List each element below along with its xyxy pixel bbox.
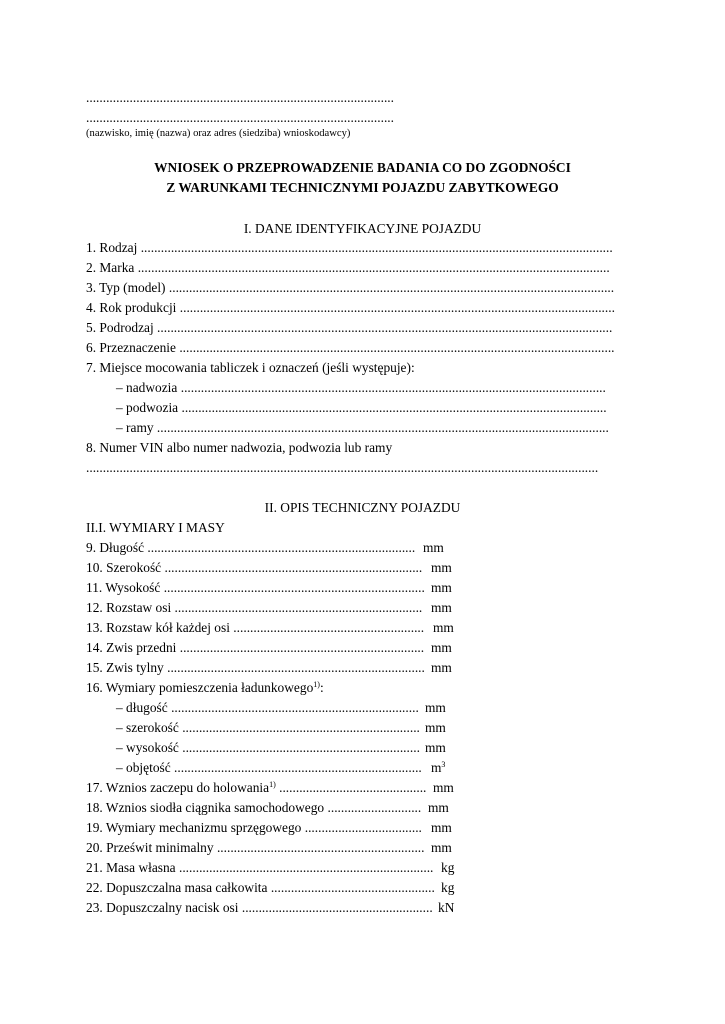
- field-masa-wlasna: [86, 860, 433, 876]
- unit-label: mm: [431, 560, 452, 575]
- section-2-heading: II. OPIS TECHNICZNY POJAZDU: [264, 500, 461, 515]
- dot-leader: .................................................: [270, 880, 435, 895]
- field-label: 22. Dopuszczalna masa całkowita: [86, 880, 268, 895]
- field-rok-produkcji: 4. Rok produkcji ..................................................................................................................................: [86, 300, 615, 315]
- section-1-heading: I. DANE IDENTYFIKACYJNE POJAZDU: [243, 221, 482, 236]
- applicant-line-1: ............................................................................................: [86, 90, 394, 105]
- field-numer-vin-value: .........................................................................................................................................................: [86, 460, 599, 475]
- field-dopuszczalna-masa: [86, 880, 435, 896]
- field-miejsce-mocowania: 7. Miejsce mocowania tabliczek i oznaczeń (jeśli występuje):: [86, 360, 415, 375]
- field-podwozia: – podwozia ...............................................................................................................................: [116, 400, 607, 415]
- field-pomieszczenie-wysokosc: [116, 740, 420, 756]
- field-suffix: :: [319, 680, 324, 695]
- field-label: 23. Dopuszczalny nacisk osi: [86, 900, 239, 915]
- dot-leader: ..............................................................................: [163, 580, 425, 595]
- dot-leader: .........................................................................: [179, 640, 425, 655]
- unit-label: mm: [431, 840, 452, 855]
- dot-leader: ..........................................................................: [174, 760, 422, 775]
- field-marka: 2. Marka .............................................................................................................................................: [86, 260, 610, 275]
- dot-leader: .............................................................................: [164, 560, 423, 575]
- field-wymiary-mechanizmu: [86, 820, 422, 836]
- field-zwis-przedni: [86, 640, 424, 656]
- dot-leader: ............................: [327, 800, 422, 815]
- field-dlugosc: [86, 540, 415, 556]
- unit-label: mm: [431, 640, 452, 655]
- unit-label: mm: [431, 820, 452, 835]
- unit-label: mm: [425, 720, 446, 735]
- document-title-line-1: WNIOSEK O PRZEPROWADZENIE BADANIA CO DO ZGODNOŚCI: [154, 160, 571, 175]
- field-rodzaj: 1. Rodzaj .............................................................................................................................................: [86, 240, 613, 255]
- field-label: – wysokość: [116, 740, 179, 755]
- dot-leader: .............................................................................: [167, 660, 425, 675]
- dot-leader: .......................................................................: [182, 740, 420, 755]
- applicant-line-2: ............................................................................................: [86, 110, 394, 125]
- field-numer-vin: 8. Numer VIN albo numer nadwozia, podwozia lub ramy: [86, 440, 393, 455]
- footnote-marker: 1): [313, 680, 320, 689]
- dot-leader: .........................................................: [241, 900, 433, 915]
- unit-label: mm: [431, 660, 452, 675]
- dot-leader: ............................................................................: [178, 860, 434, 875]
- field-wznios-siodla: [86, 800, 421, 816]
- footnote-marker: 1): [269, 780, 276, 789]
- field-wznios-zaczepu: [86, 780, 426, 796]
- field-przeswit: [86, 840, 425, 856]
- field-ramy: – ramy .......................................................................................................................................: [116, 420, 609, 435]
- section-2-subheading: II.I. WYMIARY I MASY: [86, 520, 225, 535]
- dot-leader: .........................................................: [233, 620, 425, 635]
- field-rozstaw-kol: [86, 620, 424, 636]
- field-przeznaczenie: 6. Przeznaczenie ..................................................................................................................................: [86, 340, 615, 355]
- document-title-line-2: Z WARUNKAMI TECHNICZNYMI POJAZDU ZABYTKOWEGO: [166, 180, 559, 195]
- unit-label: mm: [431, 580, 452, 595]
- dot-leader: ..............................................................: [216, 840, 425, 855]
- field-nadwozia: – nadwozia ...............................................................................................................................: [116, 380, 606, 395]
- unit-label: mm: [425, 700, 446, 715]
- unit-label: $m^3$: [431, 760, 446, 775]
- unit-superscript: 3: [441, 760, 446, 769]
- unit-label: mm: [428, 800, 449, 815]
- dot-leader: ................................................................................: [147, 540, 416, 555]
- unit-label: mm: [423, 540, 444, 555]
- dot-leader: ..........................................................................: [171, 700, 419, 715]
- field-pomieszczenie-szerokosc: [116, 720, 420, 736]
- field-label: 10. Szerokość: [86, 560, 162, 575]
- field-label: 18. Wznios siodła ciągnika samochodowego: [86, 800, 325, 815]
- unit-label: mm: [431, 600, 452, 615]
- field-label: – długość: [116, 700, 168, 715]
- unit-label: kN: [438, 900, 455, 915]
- unit-label: mm: [425, 740, 446, 755]
- field-podrodzaj: 5. Podrodzaj ........................................................................................................................................: [86, 320, 613, 335]
- field-label: 19. Wymiary mechanizmu sprzęgowego: [86, 820, 302, 835]
- field-label: 11. Wysokość: [86, 580, 161, 595]
- field-label: 20. Prześwit minimalny: [86, 840, 214, 855]
- field-label: 14. Zwis przedni: [86, 640, 177, 655]
- field-wysokosc: [86, 580, 425, 596]
- field-label: 21. Masa własna: [86, 860, 176, 875]
- field-zwis-tylny: [86, 660, 425, 676]
- field-label: 17. Wznios zaczepu do holowania: [86, 780, 270, 795]
- field-szerokosc: [86, 560, 422, 576]
- field-label: 13. Rozstaw kół każdej osi: [86, 620, 230, 635]
- field-label: 12. Rozstaw osi: [86, 600, 172, 615]
- field-pomieszczenie-dlugosc: [116, 700, 419, 716]
- unit-label: kg: [441, 860, 455, 875]
- field-wymiary-pomieszczenia: [86, 680, 324, 696]
- dot-leader: .......................................................................: [182, 720, 420, 735]
- dot-leader: ..........................................................................: [174, 600, 423, 615]
- field-label: – szerokość: [116, 720, 179, 735]
- field-typ: 3. Typ (model) .....................................................................................................................................: [86, 280, 615, 295]
- applicant-caption: (nazwisko, imię (nazwa) oraz adres (siedziba) wnioskodawcy): [86, 128, 351, 139]
- dot-leader: ...................................: [304, 820, 422, 835]
- unit-label: mm: [433, 780, 454, 795]
- unit-label: kg: [441, 880, 455, 895]
- field-label: 9. Długość: [86, 540, 145, 555]
- dot-leader: ............................................: [279, 780, 427, 795]
- field-nacisk-osi: [86, 900, 433, 916]
- field-label: – objętość: [116, 760, 171, 775]
- unit-label: mm: [433, 620, 454, 635]
- field-rozstaw-osi: [86, 600, 422, 616]
- field-label: 15. Zwis tylny: [86, 660, 164, 675]
- field-pomieszczenie-objetosc: [116, 760, 422, 776]
- field-label: 16. Wymiary pomieszczenia ładunkowego: [86, 680, 314, 695]
